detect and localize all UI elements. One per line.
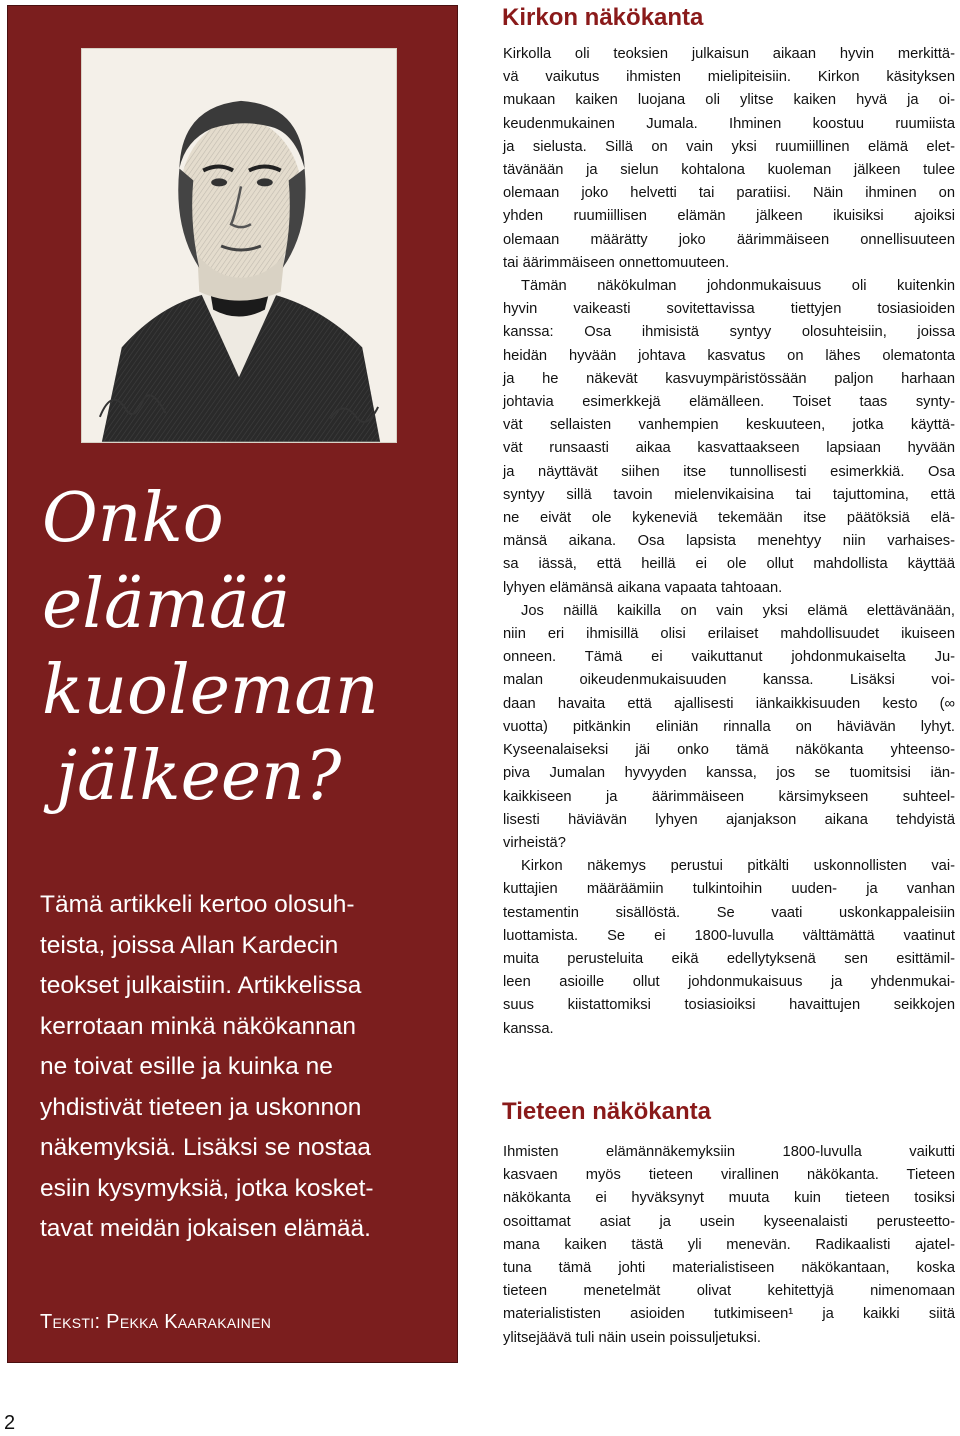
- intro-line: yhdistivät tieteen ja uskonnon: [40, 1093, 362, 1121]
- text-line: ja sielusta. Sillä on vain yksi ruumiillinen elämä elet-: [503, 138, 955, 155]
- text-line: Tämän näkökulman johdonmukaisuus oli kuitenkin: [521, 278, 955, 295]
- title-line: elämää: [42, 565, 291, 644]
- page-number: 2: [4, 1412, 16, 1434]
- section-heading-church: Kirkon näkökanta: [502, 4, 704, 31]
- text-line: kuttajien määräämiin tulkintoihin uuden- ja vanhan: [503, 881, 955, 898]
- text-line: ne eivät ole kykeneviä tekemään itse päätöksiä elä-: [503, 510, 955, 527]
- text-line: johtavia esimerkkejä elämälleen. Toiset taas synty-: [503, 394, 955, 411]
- title-line: jälkeen?: [56, 737, 342, 816]
- paragraph: [503, 1141, 955, 1350]
- text-line: mukaan kaiken luojana oli ylitse kaiken hyvä ja oi-: [503, 92, 955, 109]
- text-line: hyvin vaikeasti sovitettavissa tiettyjen tosiasioiden: [503, 301, 955, 318]
- article-intro: [40, 885, 440, 1250]
- text-line: muita perusteluita eikä edellytyksenä sen esittämil-: [503, 950, 955, 967]
- article-title: [42, 476, 452, 820]
- text-line: kanssa: Osa ihmisistä syntyy olosuhteisiin, joissa: [503, 324, 955, 341]
- text-line: yhden ruumiillisen elämän jälkeen ikuisiksi ajoiksi: [503, 208, 955, 225]
- text-line: Kirkon näkemys perustui pitkälti uskonnollisten vai-: [521, 858, 955, 875]
- text-line: kanssa.: [503, 1020, 554, 1037]
- sidebar-panel: [7, 5, 458, 1363]
- text-line: tävänään ja sielun kohtalona kuoleman jälkeen tulee: [503, 162, 955, 179]
- text-line: vät runsaasti aikaa kasvattaakseen lapsiaan hyvään: [503, 440, 955, 457]
- text-line: Kirkolla oli teoksien julkaisun aikaan hyvin merkittä-: [503, 46, 955, 62]
- text-line: näkökanta ei hyväksynyt muuta kuin tieteen tosiksi: [503, 1190, 955, 1207]
- text-line: daan havaita että ajallisesti iänkaikkisuuden kesto (∞: [503, 695, 955, 712]
- section-science-body: [503, 1141, 955, 1350]
- text-line: niin eri ihmisillä olisi erilaiset mahdollisuudet ikuiseen: [503, 626, 955, 643]
- text-line: olemaan joko helvetti tai paratiisi. Näin ihminen on: [503, 185, 955, 202]
- text-line: Ihmisten elämännäkemyksiin 1800-luvulla vaikutti: [503, 1144, 955, 1160]
- author-byline: Teksti: Pekka Kaarakainen: [40, 1311, 272, 1333]
- section-heading-science: Tieteen näkökanta: [502, 1098, 711, 1125]
- intro-line: esiin kysymyksiä, jotka kosket-: [40, 1174, 374, 1202]
- text-line: vä vaikutus ihmisten mielipiteisiin. Kirkon käsityksen: [503, 69, 955, 86]
- text-line: osoittamat asiat ja usein kyseenalaisti perusteetto-: [503, 1213, 955, 1230]
- title-line: Onko: [42, 479, 224, 558]
- text-line: heidän hyvään johtava kasvatus on lähes olematonta: [503, 347, 955, 364]
- intro-line: teokset julkaistiin. Artikkelissa: [40, 972, 362, 999]
- intro-line: tavat meidän jokaisen elämää.: [40, 1215, 371, 1242]
- paragraph: [503, 855, 955, 1041]
- text-line: vät sellaisten vanhempien keskuuteen, jotka käyttä-: [503, 417, 955, 434]
- text-line: malan oikeudenmukaisuuden kanssa. Lisäksi voi-: [503, 672, 955, 689]
- text-line: leen asioille ollut johdonmukaisuus ja yhdenmukai-: [503, 974, 955, 991]
- text-line: Jos näillä kaikilla on vain yksi elämä elettävänään,: [521, 602, 955, 619]
- text-line: materialististen asioiden tutkimiseen¹ ja kaikki siitä: [503, 1306, 955, 1323]
- text-line: ja he näkevät kasvuympäristössään paljon harhaan: [503, 370, 955, 387]
- text-line: sa iässä, että heillä ei ole ollut mahdollista käyttää: [503, 556, 955, 573]
- text-line: kaikkiseen ja äärimmäiseen kärsimykseen suhteel-: [503, 788, 955, 805]
- section-church-body: [503, 43, 955, 1041]
- text-line: lisesti häviävän lyhyen ajanjakson aikana tehdyistä: [503, 811, 955, 828]
- paragraph: [503, 275, 955, 600]
- text-line: tuna tämä johti materialistiseen näkökantaan, koska: [503, 1260, 955, 1277]
- text-line: piva Jumalan hyvyyden kanssa, jos se tuomitsisi iän-: [503, 765, 955, 782]
- intro-line: näkemyksiä. Lisäksi se nostaa: [40, 1134, 371, 1161]
- title-line: kuoleman: [42, 651, 379, 730]
- text-line: tieteen menetelmät olivat kehitettyjä nimenomaan: [503, 1283, 955, 1300]
- text-line: kasvaen myös tieteen virallinen näkökanta. Tieteen: [503, 1167, 955, 1184]
- intro-line: ne toivat esille ja kuinka ne: [40, 1053, 333, 1080]
- text-line: suus kiistattomiksi tosiasioiksi havaittujen seikkojen: [503, 997, 955, 1014]
- text-line: mänsä aikana. Osa lapsista menehtyy niin varhaises-: [503, 533, 955, 550]
- text-line: olemaan määrätty joko äärimmäiseen onnellisuuteen: [503, 231, 955, 248]
- text-line: ylitsejäävä tuli näin usein poissuljetuksi.: [503, 1329, 761, 1346]
- intro-line: Tämä artikkeli kertoo olosuh-: [40, 891, 355, 918]
- paragraph: [503, 43, 955, 275]
- text-line: mana kaiken tästä yli menevän. Radikaalisti ajatel-: [503, 1236, 955, 1253]
- text-line: testamentin sisällöstä. Se vaati uskonkappaleisiin: [503, 904, 955, 921]
- text-line: luottamista. Se ei 1800-luvulla välttämättä vaatinut: [503, 927, 955, 944]
- text-line: Kyseenalaiseksi jäi onko tämä näkökanta yhteenso-: [503, 742, 955, 759]
- portrait-engraving: [81, 48, 397, 443]
- intro-line: teista, joissa Allan Kardecin: [40, 931, 339, 959]
- text-line: keudenmukainen Jumala. Ihminen koostuu ruumiista: [503, 115, 955, 132]
- text-line: vuotta) pitkänkin eliniän rinnalla on häviävän lyhyt.: [503, 718, 955, 735]
- paragraph: [503, 600, 955, 855]
- text-line: onneen. Tämä ei vaikuttanut johdonmukaiselta Ju-: [503, 649, 955, 666]
- text-line: ja näyttävät siihen itse tunnollisesti esimerkkiä. Osa: [503, 463, 955, 480]
- text-line: tai äärimmäiseen onnettomuuteen.: [503, 254, 730, 271]
- text-line: virheistä?: [503, 834, 566, 851]
- intro-line: kerrotaan minkä näkökannan: [40, 1012, 356, 1040]
- portrait-illustration: [82, 49, 396, 442]
- text-line: syntyy sillä tavoin mielenvikaisina tai tajuttomina, että: [503, 486, 955, 503]
- text-line: lyhyen elämänsä aikana vapaata tahtoaan.: [503, 579, 783, 596]
